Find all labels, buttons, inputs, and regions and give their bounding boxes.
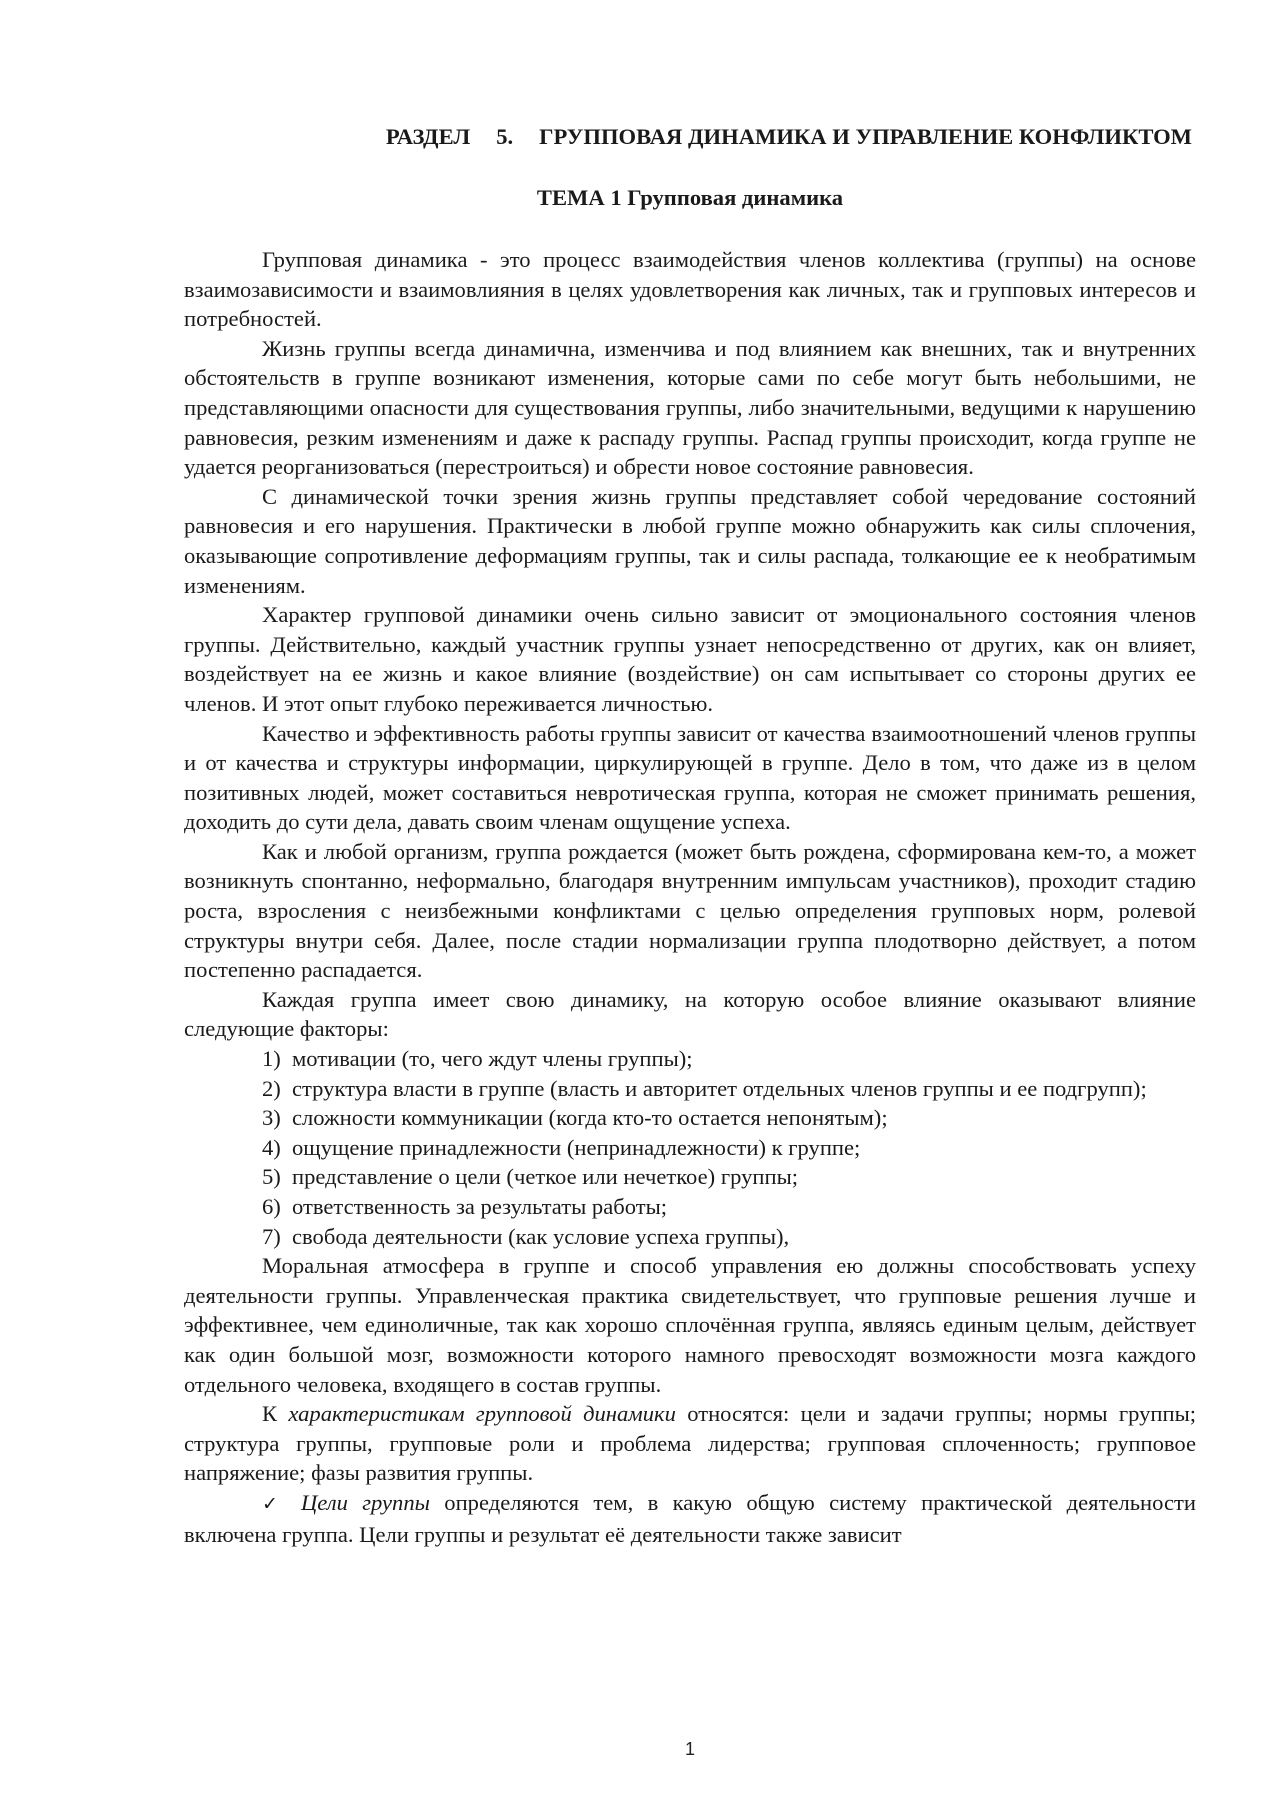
list-number: 4) [262,1134,281,1160]
goals-paragraph [184,1488,1196,1549]
list-number: 2) [262,1075,281,1101]
list-text: представление о цели (четкое или нечеткое) группы; [292,1164,799,1190]
checkmark-icon: ✓ [262,1492,287,1515]
section-heading [386,122,1192,152]
list-item [184,1192,1196,1222]
list-text: ощущение принадлежности (непринадлежности) к группе; [292,1134,861,1160]
section-label: РАЗДЕЛ [385,124,471,149]
paragraph: Качество и эффективность работы группы зависит от качества взаимоотношений членов группы и от качества и структуры информации, циркулирующей в группе. Дело в том, что даже из в целом позитивных людей, может составиться невротическая группа, которая не сможет принимать решения, доходить до сути дела, давать своим членам ощущение успеха. [184,720,1196,835]
list-text: структура власти в группе (власть и авторитет отдельных членов группы и ее подгрупп); [292,1075,1147,1101]
list-number: 7) [262,1223,281,1249]
list-number: 5) [262,1164,281,1190]
list-text: свобода деятельности (как условие успеха группы), [292,1223,790,1249]
list-number: 6) [262,1194,281,1219]
list-item [184,1044,1196,1074]
list-number: 1) [262,1046,281,1072]
list-text: мотивации (то, чего ждут члены группы); [292,1046,693,1072]
goals-term: Цели группы [300,1489,430,1515]
list-item [184,1133,1196,1163]
paragraph: Групповая динамика - это процесс взаимодействия членов коллектива (группы) на основе взаимозависимости и взаимовлияния в целях удовлетворения как личных, так и групповых интересов и потребностей. [184,247,1196,332]
list-item [184,1162,1196,1192]
list-item [184,1222,1196,1252]
document-body [184,245,1196,1549]
section-title: ГРУППОВАЯ ДИНАМИКА И УПРАВЛЕНИЕ КОНФЛИКТОМ [539,124,1192,149]
paragraph: Как и любой организм, группа рождается (может быть рождена, сформирована кем-то, а может возникнуть спонтанно, неформально, благодаря внутренним импульсам участников), проходит стадию роста, взросления с неизбежными конфликтами с целью определения групповых норм, ролевой структуры внутри себя. Далее, после стадии нормализации группа плодотворно действует, а потом постепенно распадается. [184,838,1196,983]
paragraph: Характер групповой динамики очень сильно зависит от эмоционального состояния членов группы. Действительно, каждый участник группы узнает непосредственно от других, как он влияет, воздействует на ее жизнь и какое влияние (воздействие) он сам испытывает со стороны других ее членов. И этот опыт глубоко переживается личностью. [184,602,1196,716]
characteristics-paragraph [184,1399,1196,1488]
list-number: 3) [262,1105,281,1131]
page-number: 1 [684,1739,695,1759]
list-item [184,1103,1196,1133]
list-text: сложности коммуникации (когда кто-то остается непонятым); [292,1105,888,1131]
topic-title: ТЕМА 1 Групповая динамика [536,185,844,210]
paragraph: С динамической точки зрения жизнь группы представляет собой чередование состояний равновесия и его нарушения. Практически в любой группе можно обнаружить как силы сплочения, оказывающие сопротивление деформациям группы, так и силы распада, толкающие ее к необратимым изменениям. [184,483,1196,598]
paragraph: Каждая группа имеет свою динамику, на которую особое влияние оказывают влияние следующие факторы: [184,986,1196,1042]
list-text: ответственность за результаты работы; [292,1194,668,1219]
paragraph: Жизнь группы всегда динамична, изменчива и под влиянием как внешних, так и внутренних обстоятельств в группе возникают изменения, которые сами по себе могут быть небольшими, не представляющими опасности для существования группы, либо значительными, ведущими к нарушению равновесия, резким изменениям и даже к распаду группы. Распад группы происходит, когда группе не удается реорганизоваться (перестроиться) и обрести новое состояние равновесия. [184,335,1196,480]
goals-rest: определяются тем, в какую общую систему практической деятельности включена группа. Цели группы и результат её деятельности также зависит [184,1489,1196,1547]
list-item [184,1074,1196,1104]
section-number: 5. [496,124,514,149]
characteristics-rest: относятся: цели и задачи группы; нормы группы; структура группы, групповые роли и проблема лидерства; групповая сплоченность; групповое напряжение; фазы развития группы. [184,1401,1197,1486]
characteristics-term: характеристикам групповой динамики [288,1401,676,1427]
characteristics-lead: К [262,1401,278,1427]
paragraph: Моральная атмосфера в группе и способ управления ею должны способствовать успеху деятельности группы. Управленческая практика свидетельствует, что групповые решения лучше и эффективнее, чем единоличные, так как хорошо сплочённая группа, являясь единым целым, действует как один большой мозг, возможности которого намного превосходят возможности мозга каждого отдельного человека, входящего в состав группы. [184,1253,1196,1397]
